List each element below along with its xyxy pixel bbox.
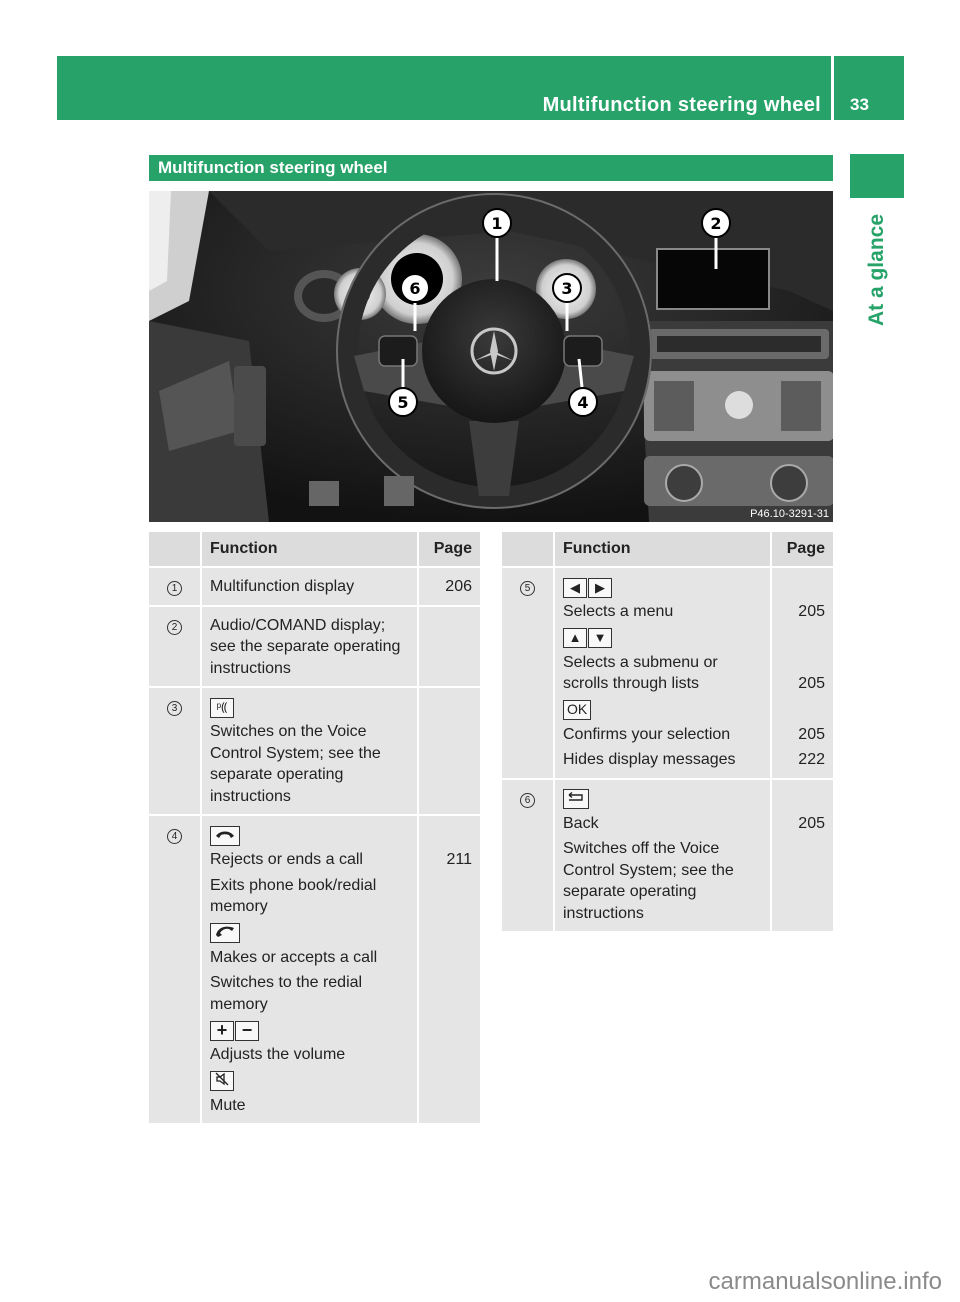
page-ref: 205 <box>798 603 825 620</box>
page-ref: 206 <box>418 567 480 606</box>
callout-1 <box>483 209 511 237</box>
back-icon <box>563 789 589 809</box>
steering-wheel-photo <box>149 191 833 522</box>
watermark: carmanualsonline.info <box>708 1268 942 1295</box>
row-number: 6 <box>520 793 535 808</box>
table-row: 2 Audio/COMAND display; see the separate operating instructions <box>149 606 480 688</box>
svg-text:5: 5 <box>397 393 409 412</box>
row-number: 3 <box>167 701 182 716</box>
table-header <box>502 532 833 567</box>
svg-text:3: 3 <box>561 279 573 298</box>
callout-6 <box>401 274 429 302</box>
column-header-page: Page <box>771 532 833 567</box>
side-tab-label: At a glance <box>865 213 888 327</box>
callout-5 <box>389 388 417 416</box>
end-call-icon <box>210 826 240 846</box>
page-number: 33 <box>850 95 869 114</box>
up-arrow-icon: ▲ <box>563 628 587 648</box>
svg-text:4: 4 <box>577 393 589 412</box>
voice-icon: ᵖ⸨ <box>210 698 234 718</box>
callout-3 <box>553 274 581 302</box>
side-tab <box>850 154 904 198</box>
svg-text:2: 2 <box>710 214 722 233</box>
page-ref: 205 <box>798 725 825 743</box>
page-header <box>57 56 904 120</box>
left-arrow-icon: ◀ <box>563 578 587 598</box>
row-number: 1 <box>167 581 182 596</box>
callout-2 <box>702 209 730 237</box>
page-ref: 222 <box>798 751 825 768</box>
page-ref: 205 <box>798 675 825 692</box>
table-row: 4 Rejects or ends a call Exits phone book/redial memory Makes or accepts a call Switches to the redial memory + − Adjusts the volume Mute 211 <box>149 815 480 1123</box>
ok-key: OK <box>563 700 591 720</box>
table-row: 3 ᵖ⸨ Switches on the Voice Control System; see the separate operating instructions <box>149 687 480 815</box>
minus-icon: − <box>235 1021 259 1041</box>
function-table-right <box>502 532 833 931</box>
section-title: Multifunction steering wheel <box>149 155 833 181</box>
right-arrow-icon: ▶ <box>588 578 612 598</box>
table-row: 6 Back Switches off the Voice Control System; see the separate operating instructions 205 <box>502 779 833 932</box>
mute-icon <box>210 1071 234 1091</box>
row-number: 4 <box>167 829 182 844</box>
phone-icon <box>210 923 240 943</box>
column-header-function: Function <box>201 532 418 567</box>
svg-text:1: 1 <box>491 214 503 233</box>
column-header-page: Page <box>418 532 480 567</box>
plus-icon: + <box>210 1021 234 1041</box>
header-title: Multifunction steering wheel <box>542 94 821 116</box>
table-row: 1 Multifunction display 206 <box>149 567 480 606</box>
row-number: 2 <box>167 620 182 635</box>
down-arrow-icon: ▼ <box>588 628 612 648</box>
photo-code: P46.10-3291-31 <box>750 508 829 520</box>
function-table-left <box>149 532 480 1123</box>
svg-text:6: 6 <box>409 279 421 298</box>
column-header-function: Function <box>554 532 771 567</box>
row-number: 5 <box>520 581 535 596</box>
table-row: 5 ◀ ▶ Selects a menu ▲ ▼ Selects a submenu or scrolls through lists OK Confirms your selection Hides display messages 205 205 205 222 <box>502 567 833 779</box>
page-ref: 205 <box>798 814 825 832</box>
page-ref: 211 <box>446 851 472 868</box>
table-header <box>149 532 480 567</box>
callout-4 <box>569 388 597 416</box>
